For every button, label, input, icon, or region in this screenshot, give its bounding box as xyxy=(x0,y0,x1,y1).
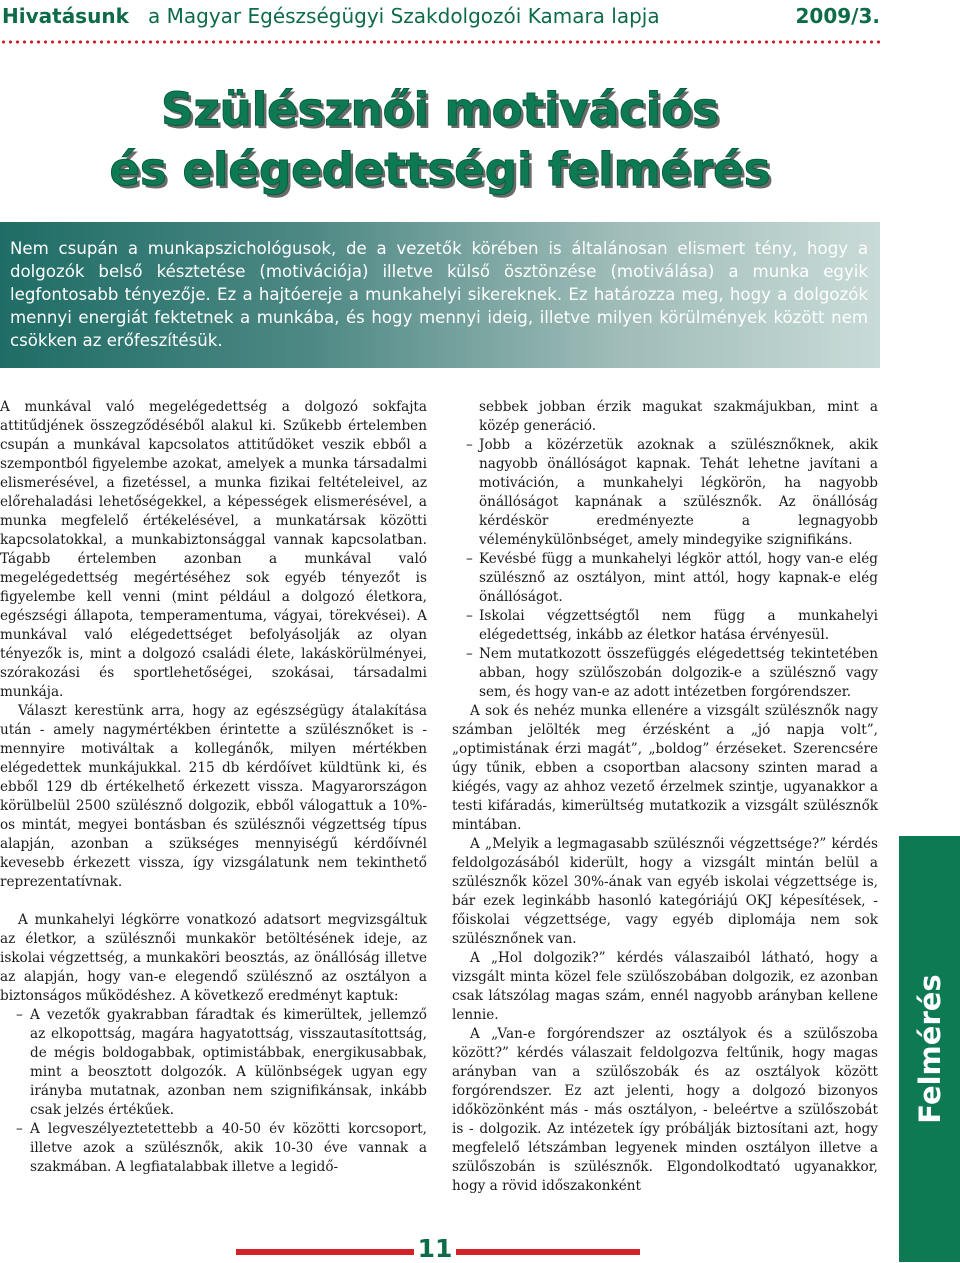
publication-name: Hivatásunk xyxy=(2,4,129,28)
results-list xyxy=(0,1006,427,1177)
right-column xyxy=(452,398,878,1218)
footer-bar-left xyxy=(236,1249,414,1255)
section-label: Felmérés xyxy=(912,974,947,1124)
body-paragraph: A sok és nehéz munka ellenére a vizsgált szülésznők nagy számban jelölték meg érzésként a „jó napja volt”, „optimistának érzi magát”, „boldog” érzéseket. Szerencsére úgy tűnik, ebben a csoportban alacsony szinten marad a kiégés, vagy az ahhoz vezető érzelmek szintje, ugyanakkor a testi kifáradás, kimerültség mutatkozik a vizsgált szülésznők mintában. xyxy=(452,703,878,833)
list-item: – A vezetők gyakrabban fáradtak és kimerültek, jellemző az elkopottság, magára hagyatottság, visszautasítottság, de mégis boldogabbak, optimistábbak, energikusabbak, mint a beosztott dolgozók. A különbségek ugyan egy irányba mutatnak, azonban nem szignifikánsak, inkább csak jelzés értékűek. xyxy=(16,1007,427,1118)
page-number: 11 xyxy=(417,1234,453,1263)
left-column xyxy=(0,398,427,1218)
list-item: – Jobb a közérzetük azoknak a szülésznőknek, akik nagyobb önállóságot kapnak. Tehát lehetne javítani a motiváción, a munkahelyi légkörön, ha nagyobb önállóságot kapnának a szülésznők. Az önállóság kérdéskör eredményezte a legnagyobb véleménykülönbséget, amely mindegyike szignifikáns. xyxy=(466,437,878,548)
list-item: – Kevésbé függ a munkahelyi légkör attól, hogy van-e elég szülésznő az osztályon, mint attól, hogy kapnak-e elég önállóságot. xyxy=(466,551,878,605)
page-header xyxy=(0,4,880,30)
list-item: – A legveszélyeztetettebb a 40-50 év közötti korcsoport, illetve azok a szülésznők, akik 10-30 éve vannak a szakmában. A legfiatalabbak illetve a legidő- xyxy=(16,1121,427,1175)
list-item: – Iskolai végzettségtől nem függ a munkahelyi elégedettség, inkább az életkor hatása érvényesül. xyxy=(466,608,878,643)
body-paragraph: A munkahelyi légkörre vonatkozó adatsort megvizsgáltuk az életkor, a szülésznői munkakör betöltésének ideje, az iskolai végzettség, a munkaköri beosztás, az önállóság illetve az alapján, hogy van-e elegendő szülésznő az osztályon a biztonságos működéshez. A következő eredményt kaptuk: xyxy=(0,912,427,1004)
article-title-line-1: Szülésznői motivációs xyxy=(161,83,719,136)
lead-paragraph: Nem csupán a munkapszichológusok, de a vezetők körében is általánosan elismert tény, hogy a dolgozók belső késztetése (motivációja) illetve külső ösztönzése (motiválása) a munka egyik legfontosabb tényezője. Ez a hajtóereje a munkahelyi sikereknek. Ez határozza meg, hogy a dolgozók mennyi energiát fektetnek a munkába, és hogy mennyi ideig, illetve milyen körülmények között nem csökken az erőfeszítésük. xyxy=(0,222,880,368)
section-sidebar-tab xyxy=(899,836,960,1262)
header-dotted-divider xyxy=(0,40,880,44)
body-paragraph: A „Melyik a legmagasabb szülésznői végzettsége?” kérdés feldolgozásából kiderült, hogy a vizsgált mintán belül a szülésznők közel 30%-ának van egyéb iskolai végzettsége is, bár ezek leginkább hasonló kategóriájú OKJ képesítések, - főiskolai végzettsége, vagy egyéb diplomája nem sok szülésznőnek van. xyxy=(452,836,878,947)
issue-number: 2009/3. xyxy=(795,4,880,28)
publication-subtitle: a Magyar Egészségügyi Szakdolgozói Kamara lapja xyxy=(148,4,660,28)
body-paragraph: A „Van-e forgórendszer az osztályok és a szülőszoba között?” kérdés válaszait feldolgozva feltűnik, hogy magas arányban van a szülőszobák és az osztályok között forgórendszer. Ez azt jelenti, hogy a dolgozó bizonyos időközönként más - más osztályon, - beleértve a szülőszobát is - dolgozik. Az intézetek így próbálják biztosítani azt, hogy megfelelő létszámban legyenek minden osztályon illetve a szülőszobán is szülésznők. Elgondolkodtató ugyanakkor, hogy a rövid időszakonként xyxy=(452,1026,878,1194)
body-paragraph: A „Hol dolgozik?” kérdés válaszaiból látható, hogy a vizsgált minta közel fele szülőszobában dolgozik, ez azonban csak látszólag magas szám, ennél nagyobb arányban kellene lennie. xyxy=(452,950,878,1023)
results-list-continued xyxy=(452,398,878,702)
body-paragraph: Választ kerestünk arra, hogy az egészségügy átalakítása után - amely nagymértékben érintette a szülésznőket is - mennyire motiváltak a kollegánők, milyen mértékben elégedettek munkájukkal. 215 db kérdőívet küldtünk ki, és ebből 129 db értékelhető érkezett vissza. Magyarországon körülbelül 2500 szülésznő dolgozik, ebből válogattuk a 10%-os mintát, megyei bontásban és szülésznői végzettség típus alapján, azonban a szükséges mennyiségű kérdőívnél kevesebb érkezett vissza, így vizsgálatunk nem tekinthető reprezentatívnak. xyxy=(0,703,427,890)
list-item: – Nem mutatkozott összefüggés elégedettség tekintetében abban, hogy szülőszobán dolgozik-e a szülésznő vagy sem, és hogy van-e az adott intézetben forgórendszer. xyxy=(466,646,878,700)
article-title-line-2: és elégedettségi felmérés xyxy=(109,143,771,196)
list-item: sebbek jobban érzik magukat szakmájukban, mint a közép generáció. xyxy=(479,399,878,434)
body-paragraph: A munkával való megelégedettség a dolgozó sokfajta attitűdjének összegződéséből alakul ki. Szűkebb értelemben csupán a munkával kapcsolatos attitűdöket veszik ebből a szempontból figyelembe azokat, amelyek a munka társadalmi elismerésével, a fizetéssel, a munka fizikai feltételeivel, az előrehaladási lehetőségekkel, a képességek elismerésével, a munka megfelelő értékelésével, a munkatársak közötti kapcsolatokkal, a munkabiztonsággal vannak kapcsolatban. Tágabb értelemben azonban a munkával való megelégedettség megértéséhez sok egyéb tényezőt is figyelembe kell venni (mint például a dolgozó életkora, egészségi állapota, temperamentuma, vágyai, törekvései). A munkával való elégedettséget befolyásolják az olyan tényezők is, mint a dolgozó családi élete, lakáskörülményei, szórakozási és sportlehetőségei, szokásai, társadalmi munkája. xyxy=(0,399,427,700)
footer-bar-right xyxy=(456,1249,640,1255)
